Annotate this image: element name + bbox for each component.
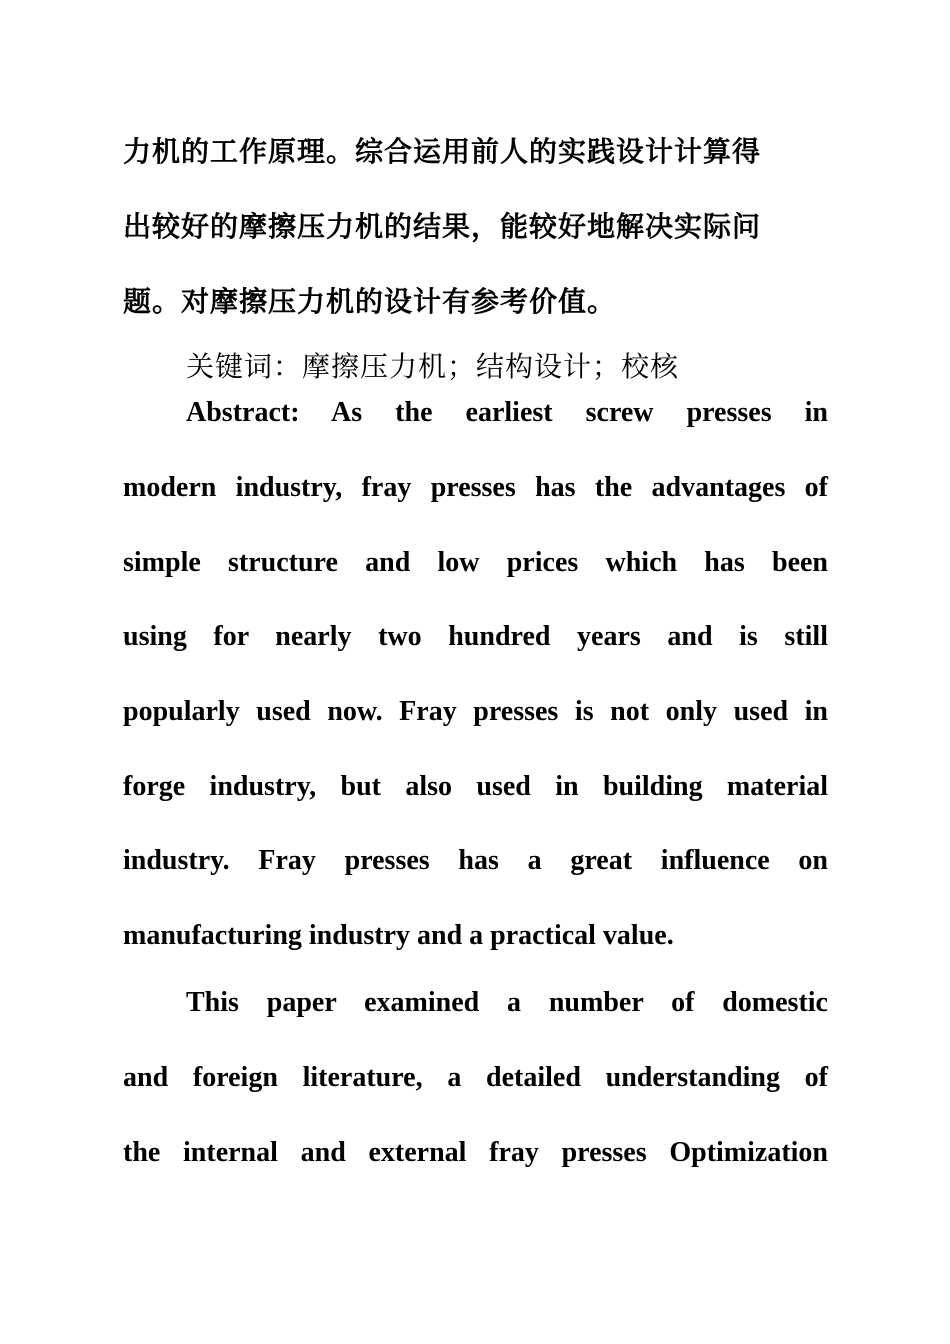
abstract-en-line-7: industry. Fray presses has a great influence on bbox=[123, 845, 828, 876]
chinese-abstract-line-1: 力机的工作原理。综合运用前人的实践设计计算得 bbox=[123, 135, 762, 168]
chinese-abstract-line-3: 题。对摩擦压力机的设计有参考价值。 bbox=[123, 285, 617, 318]
chinese-abstract-line-2: 出较好的摩擦压力机的结果，能较好地解决实际问 bbox=[123, 210, 762, 243]
abstract-en-p2-line-3: the internal and external fray presses Optimization bbox=[123, 1137, 828, 1168]
abstract-en-p2-line-1: This paper examined a number of domestic bbox=[186, 987, 828, 1018]
keywords-line: 关键词：摩擦压力机；结构设计；校核 bbox=[186, 350, 680, 383]
abstract-en-line-3: simple structure and low prices which has been bbox=[123, 547, 828, 578]
abstract-en-line-1: Abstract: As the earliest screw presses in bbox=[186, 397, 828, 428]
abstract-en-p2-line-2: and foreign literature, a detailed understanding of bbox=[123, 1062, 828, 1093]
abstract-en-line-5: popularly used now. Fray presses is not only used in bbox=[123, 696, 828, 727]
abstract-en-line-8: manufacturing industry and a practical value. bbox=[123, 920, 674, 951]
abstract-en-line-2: modern industry, fray presses has the advantages of bbox=[123, 472, 828, 503]
abstract-en-line-6: forge industry, but also used in building material bbox=[123, 771, 828, 802]
abstract-en-line-4: using for nearly two hundred years and is still bbox=[123, 621, 828, 652]
